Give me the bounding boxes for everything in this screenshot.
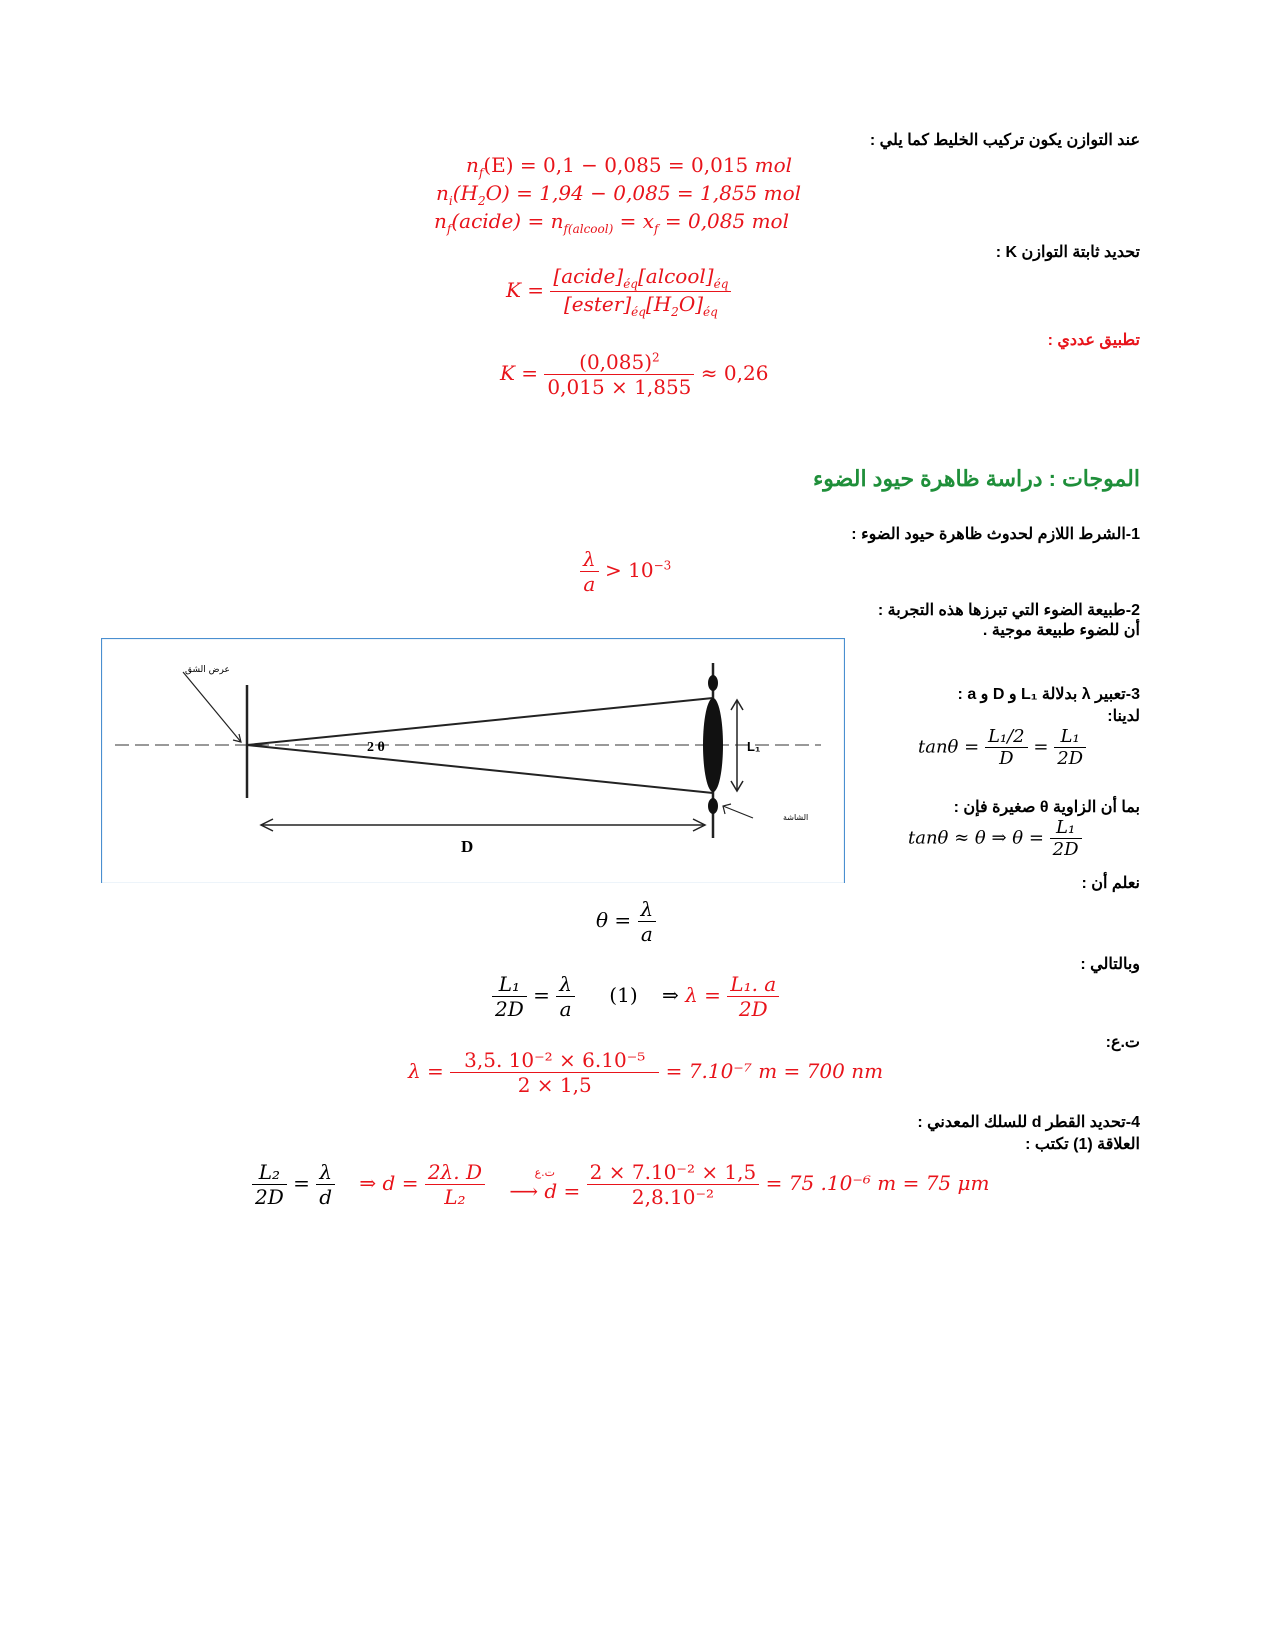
diffracted-ray-top: [247, 698, 713, 745]
L1-label: L₁: [747, 739, 761, 754]
screen-label: الشاشة: [783, 813, 809, 822]
question-4: 4-تحديد القطر d للسلك المعدني :: [917, 1114, 1140, 1131]
lambda-formula: $\frac{\text{L₁}}{2D}$ = $\frac{\lambda}{a}$ (1) ⇒ λ = $\frac{\text{L₁. a}}{2D}$: [492, 972, 779, 1021]
ni-H2O-equation: $n_i(H_2O) = 1,94 - 0,085 = 1,855$ mol: [436, 181, 802, 208]
nf-E-equation: $n_f(E) = 0,1 - 0,085 = 0,015$ mol: [466, 153, 793, 180]
approx-formula: tanθ ≈ θ ⇒ θ = $\frac{\text{L₁}}{2D}$: [908, 817, 1082, 860]
angle-label: 2 θ: [367, 740, 385, 755]
question-2: 2-طبيعة الضوء التي تبرزها هذه التجربة :: [877, 602, 1140, 619]
te-label: ت.ع:: [1105, 1034, 1140, 1051]
K-heading: تحديد ثابتة التوازن K :: [995, 244, 1140, 261]
fringe-top: [708, 675, 718, 691]
question-3: 3-تعبير λ بدلالة L₁ و D و a :: [957, 686, 1140, 703]
diffraction-setup-diagram: [101, 638, 845, 883]
K-formula: K = $\frac{[acide]_{éq}[alcool]_{éq}}{[ester]_{éq}[H_2O]_{éq}}$: [506, 264, 731, 319]
diffracted-ray-bottom: [247, 745, 713, 793]
fringe-bottom: [708, 798, 718, 814]
numeric-heading: تطبيق عددي :: [1047, 332, 1140, 349]
arrow-label: ت.ع: [534, 1166, 556, 1179]
therefore: وبالتالي :: [1080, 956, 1140, 973]
we-know: نعلم أن :: [1081, 875, 1140, 892]
lambda-numeric: λ = $\frac{\text{3,5. 10⁻² × 6.10⁻⁵}}{2 \times 1,5}$ = 7.10⁻⁷ m = 700 nm: [408, 1048, 884, 1097]
tan-formula: tanθ = $\frac{\text{L₁/2}}{D}$ = $\frac{\text{L₁}}{2D}$: [918, 726, 1086, 769]
waves-section-title: الموجات : دراسة ظاهرة حيود الضوء: [812, 466, 1140, 491]
question-3-we-have: لدينا:: [1107, 708, 1140, 725]
slit-pointer: [183, 672, 241, 742]
d-formula: $\frac{\text{L₂}}{2D}$ = $\frac{\lambda}{d}$ ⇒ d = $\frac{2\lambda. D}{\text{L₂}}$ ت.ع ⟶ d = $\frac{\text{2 × 7.10⁻² × 1,5}}{\text{2,8.10⁻²}}$ = 75 .10⁻⁶ m = 75 μm: [252, 1160, 989, 1209]
nf-acide-equation: $n_f(acide) = n_{f(alcool)} = x_f = 0,085$ mol: [434, 209, 789, 236]
small-angle-note: بما أن الزاوية θ صغيرة فإن :: [953, 799, 1140, 816]
slit-width-label: عرض الشق: [185, 665, 230, 675]
screen-pointer: [723, 806, 753, 818]
question-1: 1-الشرط اللازم لحدوث ظاهرة حيود الضوء :: [851, 526, 1140, 543]
D-label: D: [461, 837, 474, 856]
diffraction-condition: $\frac{\lambda}{a}$ > $10^{-3}$: [580, 547, 671, 596]
K-numeric: K = $\frac{(0,085)^2}{0,015 \times 1,855}$ ≈ 0,26: [500, 350, 769, 399]
theta-formula: θ = $\frac{\lambda}{a}$: [596, 897, 656, 946]
equilibrium-intro: عند التوازن يكون تركيب الخليط كما يلي :: [869, 132, 1140, 149]
central-fringe: [703, 698, 723, 792]
question-2-answer: أن للضوء طبيعة موجية .: [982, 622, 1140, 639]
question-4-relation: العلاقة (1) تكتب :: [1025, 1136, 1140, 1153]
